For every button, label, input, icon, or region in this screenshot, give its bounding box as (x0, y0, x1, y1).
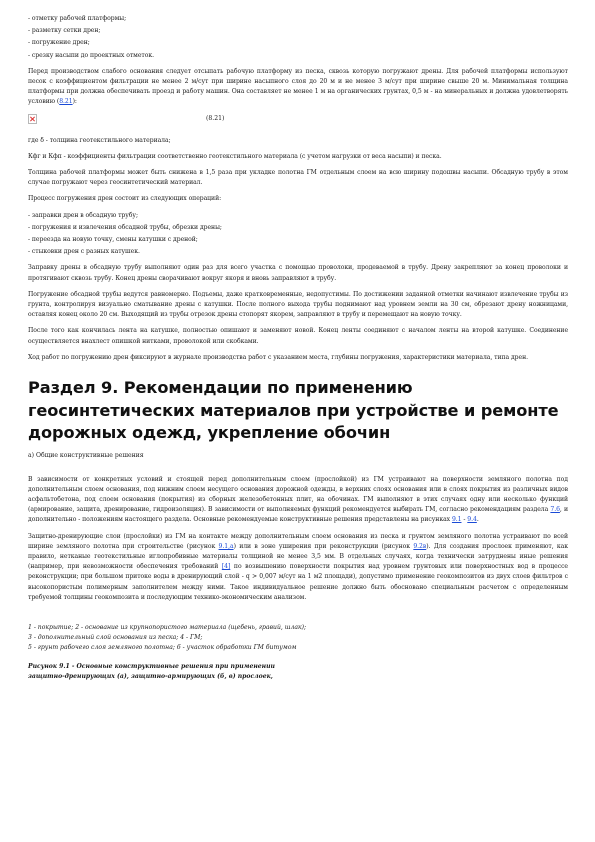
document-page (28, 14, 568, 682)
list-item: - погружения и извлечения обсадной трубы, обрезки дрены; (28, 223, 222, 231)
paragraph-reel: После того как кончилась лента на катушке, полностью опишают и заменяют новой. Конец ленты соединяют с началом ленты на второй катушке. Соединение осуществляется внахлест опишкой нитками, проволокой или скобками. (28, 327, 568, 345)
paragraph-general: В зависимости от конкретных условий и стоящей перед дополнительным слоем (прослойкой) из ГМ устраивают на поверхности земляного полотна под дополнительным слоем основания, под нижним слоем несущего основания дорожной одежды, в верхних слоях основания или в слоях покрытия из различных видов асфальтобетона, под слоем основания (покрытия) из сборных железобетонных плит, на обочинах. ГМ выполняют в этих случаях одну или несколько функций (армирование, защита, дренирование, гидроизоляция). В зависимости от выполняемых функций рекомендуется выбирать ГМ, согласно рекомендациям раздела 7.6, и дополнительно - положениям настоящего раздела. Основные рекомендуемые конструктивные решения представлены на рисунках 9.1 - 9.4. (28, 475, 568, 524)
paragraph-platform: Перед производством слабого основания следует отсыпать рабочую платформу из песка, сквозь которую погружают дрены. Для рабочей платформы используют песок с коэффициентом фильтрации не менее 2 м/сут при ширине насыпного слоя до 20 м и не менее 3 м/сут при ширине свыше 20 м. Минимальная толщина платформы при должна обеспечивать проезд и работу машин. Она составляет не менее 1 м на органических грунтах, 0,5 м - на минеральных и должна удовлетворять условию (8.21): (28, 67, 568, 106)
paragraph-drainage: Защитно-дренирующие слои (прослойки) из ГМ на контакте между дополнительным слоем основания из песка и грунтом земляного полотна устраивают по всей ширине земляного полотна при строительстве (рисунок 9.1,а) или в зоне уширения при реконструкции (рисунок 9.2в). Для создания прослоек применяют, как правило, нетканые геотекстильные иглопробивные материалы толщиной не менее 3,5 мм. В отдельных случаях, когда технически затруднены иные решения (например, при невозможности обеспечения требований [4] по возвышению поверхности покрытия над уровнем грунтовых или поверхностных вод в процессе реконструкции; при большом притоке воды в дренирующий слой - q > 0,007 м/сут на 1 м2 площади), допустимо применение геокомпозитов из двух слоев фильтров с высокопористым полимерным заполнителем между ними. Такое индивидуальное решение должно быть обосновано специальным расчетом с определенным требуемой толщины геокомпозита и последующим технико-экономическим анализом. (28, 532, 568, 601)
paragraph-journal: Ход работ по погружению дрен фиксируют в журнале производства работ с указанием места, глубины погружения, характеристики материала, типа дрен. (28, 353, 528, 361)
paragraph-kf: Кфг и Кфп - коэффициенты фильтрации соответственно геотекстильного материала (с учетом нагрузки от веса насыпи) и песка. (28, 152, 442, 160)
paragraph-fill: Заправку дрены в обсадную трубу выполняют один раз для всего участка с помощью проволоки, продеваемой в трубу. Дрену закрепляют за конец проволоки и протягивают сквозь трубу. Конец дрены сворачивают вокруг якоря и вновь заправляют в трубу. (28, 264, 568, 282)
list-item: - разметку сетки дрен; (28, 27, 101, 35)
list-item: - переезда на новую точку, смены катушки с дреной; (28, 236, 198, 244)
list-item: - заправки дрен в обсадную трубу; (28, 211, 138, 219)
figure-9-1a-link[interactable]: 9.1,а (218, 542, 234, 550)
reference-4-link[interactable]: [4] (221, 563, 231, 571)
figure-legend-line: 3 - дополнительный слой основания из песка; 4 - ГМ; (28, 634, 203, 642)
paragraph-immersion: Погружение обсадной трубы ведутся равномерно. Подъемы, даже кратковременные, недопустимы. По достижении заданной отметки начинают извлечение трубы из грунта, контролируя визуально сматывание дрены с катушки. После полного выхода трубы поднимают над уровнем земли на 30 см, обрезают дрену ножницами, оставляя конец около 20 см. Выходящий из трубы отрезок дрены стопорят якорем, заправляют в трубу и перемещают на новую точку. (28, 290, 568, 319)
paragraph-thickness: Толщина рабочей платформы может быть снижена в 1,5 раза при укладке полотна ГМ отдельным слоем на всю ширину подошвы насыпи. Обсадную трубу в этом случае погружают через геосинтетический материал. (28, 169, 568, 187)
figure-legend-line: 1 - покрытие; 2 - основание из крупнопористого материала (щебень, гравий, шлак); (28, 624, 307, 632)
list-item: - отметку рабочей платформы; (28, 15, 127, 22)
formula (28, 114, 568, 130)
section-heading: Раздел 9. Рекомендации по применению геосинтетических материалов при устройстве и ремонте дорожных одежд, укрепление обочин (28, 378, 559, 443)
figure-9-2v-link[interactable]: 9.2в (413, 542, 427, 550)
figure-caption-line: защитно-дренирующих (а), защитно-армирующих (б, в) прослоек, (28, 672, 273, 680)
paragraph-process: Процесс погружения дрен состоит из следующих операций: (28, 195, 222, 203)
figure-9-4-link[interactable]: 9.4 (467, 516, 477, 524)
figure-caption-line: Рисунок 9.1 - Основные конструктивные решения при применении (28, 662, 275, 670)
subsection-heading: а) Общие конструктивные решения (28, 451, 144, 459)
broken-image-icon (28, 114, 37, 124)
list-item: - срезку насыпи до проектных отметок. (28, 51, 154, 59)
list-item: - погружение дрен; (28, 39, 90, 47)
formula-8-21-link[interactable]: 8.21 (59, 98, 73, 106)
formula-number: (8.21) (206, 114, 225, 122)
figure-legend-line: 5 - грунт рабочего слоя земляного полотна; 6 - участок обработки ГМ битумом (28, 644, 297, 652)
paragraph-where: где δ - толщина геотекстильного материала; (28, 136, 171, 144)
list-item: - стыковки дрен с разных катушек. (28, 248, 140, 256)
section-7-6-link[interactable]: 7.6 (550, 506, 560, 514)
figure-9-1-link[interactable]: 9.1 (451, 516, 462, 524)
